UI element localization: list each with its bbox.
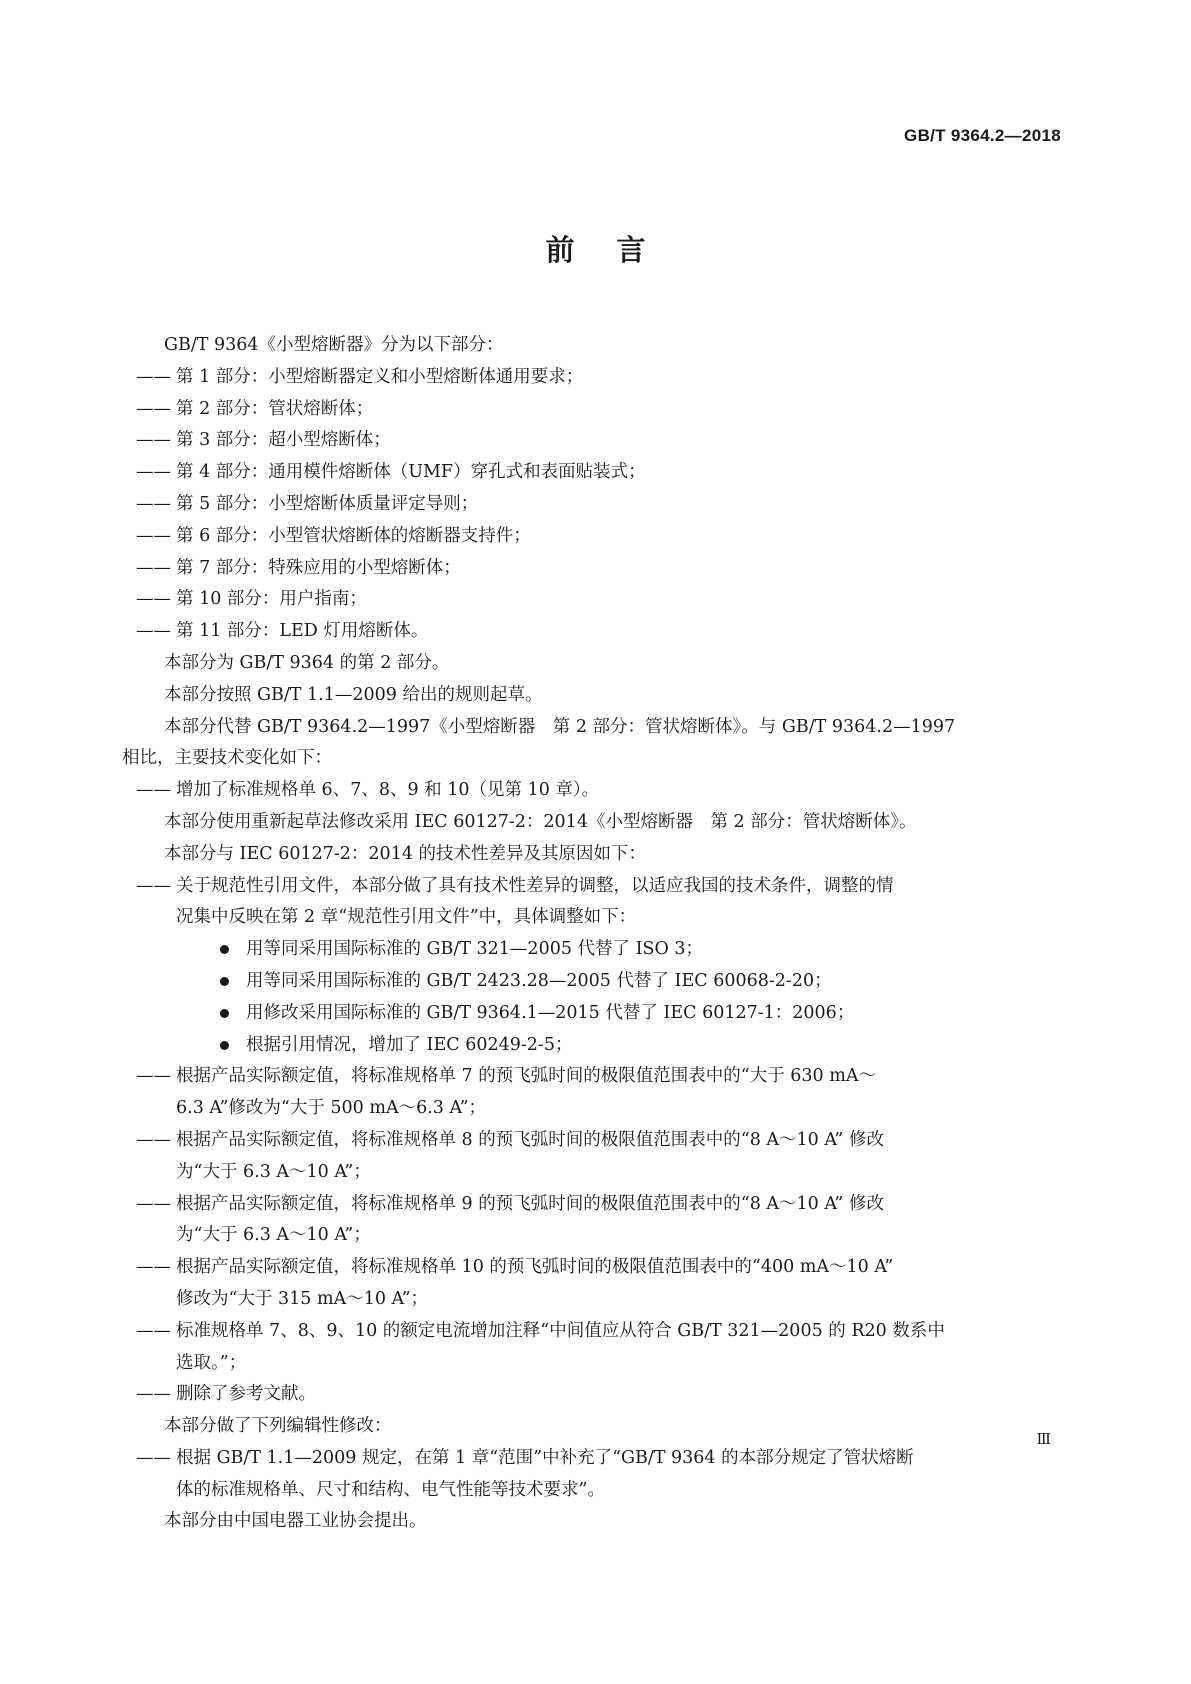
difference-item: —— 关于规范性引用文件，本部分做了具有技术性差异的调整，以适应我国的技术条件，调整的情 况集中反映在第 2 章“规范性引用文件”中，具体调整如下： [136, 875, 894, 928]
bullet-icon [216, 1030, 246, 1062]
document-number: GB/T 9364.2—2018 [904, 126, 1061, 145]
part-item: —— 第 6 部分：小型管状熔断体的熔断器支持件； [136, 525, 531, 546]
part-item: —— 第 11 部分：LED 灯用熔断体。 [136, 621, 429, 642]
page-title: 前言 [545, 233, 688, 267]
difference-item: —— 根据产品实际额定值，将标准规格单 9 的预飞弧时间的极限值范围表中的“8 A～10 A” 修改 为“大于 6.3 A～10 A”； [136, 1193, 884, 1246]
part-item: —— 第 5 部分：小型熔断体质量评定导则； [136, 493, 479, 514]
bullet-item: 用等同采用国际标准的 GB/T 2423.28—2005 代替了 IEC 60068-2-20； [176, 966, 1062, 998]
foreword-body [122, 330, 1062, 1538]
part-item: —— 第 7 部分：特殊应用的小型熔断体； [136, 557, 461, 578]
paragraph: 本部分按照 GB/T 1.1—2009 给出的规则起草。 [164, 684, 543, 705]
paragraph-intro: GB/T 9364《小型熔断器》分为以下部分： [164, 335, 504, 355]
bullet-icon [216, 998, 246, 1030]
paragraph: 本部分做了下列编辑性修改： [164, 1416, 392, 1437]
change-item: —— 增加了标准规格单 6、7、8、9 和 10（见第 10 章）。 [136, 780, 600, 801]
part-item: —— 第 1 部分：小型熔断器定义和小型熔断体通用要求； [136, 366, 584, 387]
part-item: —— 第 10 部分：用户指南； [136, 589, 367, 610]
paragraph: 本部分使用重新起草法修改采用 IEC 60127-2：2014《小型熔断器 第 2 部分：管状熔断体》。 [164, 811, 917, 832]
edit-item: —— 根据 GB/T 1.1—2009 规定，在第 1 章“范围”中补充了“GB/T 9364 的本部分规定了管状熔断 体的标准规格单、尺寸和结构、电气性能等技术要求”。 [136, 1447, 914, 1500]
paragraph: 本部分代替 GB/T 9364.2—1997《小型熔断器 第 2 部分：管状熔断体》。与 GB/T 9364.2—1997 [164, 716, 956, 737]
paragraph: 本部分与 IEC 60127-2：2014 的技术性差异及其原因如下： [164, 843, 647, 864]
bullet-item: 用等同采用国际标准的 GB/T 321—2005 代替了 ISO 3； [176, 934, 1062, 966]
bullet-icon [216, 934, 246, 966]
paragraph: 本部分由中国电器工业协会提出。 [164, 1511, 427, 1532]
part-item: —— 第 2 部分：管状熔断体； [136, 398, 374, 419]
bullet-icon [216, 966, 246, 998]
difference-item: —— 根据产品实际额定值，将标准规格单 8 的预飞弧时间的极限值范围表中的“8 A～10 A” 修改 为“大于 6.3 A～10 A”； [136, 1129, 884, 1182]
part-item: —— 第 3 部分：超小型熔断体； [136, 430, 391, 451]
difference-item: —— 删除了参考文献。 [136, 1384, 316, 1405]
difference-item: —— 根据产品实际额定值，将标准规格单 10 的预飞弧时间的极限值范围表中的“400 mA～10 A” 修改为“大于 315 mA～10 A”； [136, 1257, 894, 1309]
difference-item: —— 根据产品实际额定值，将标准规格单 7 的预飞弧时间的极限值范围表中的“大于 630 mA～ 6.3 A”修改为“大于 500 mA～6.3 A”； [136, 1066, 876, 1119]
paragraph: 本部分为 GB/T 9364 的第 2 部分。 [164, 652, 450, 673]
paragraph-continuation: 相比，主要技术变化如下： [122, 748, 332, 769]
part-item: —— 第 4 部分：通用模件熔断体（UMF）穿孔式和表面贴装式； [136, 462, 646, 483]
page-number: Ⅲ [1036, 1432, 1051, 1448]
bullet-item: 用修改采用国际标准的 GB/T 9364.1—2015 代替了 IEC 60127-1：2006； [176, 998, 1062, 1030]
difference-item: —— 标准规格单 7、8、9、10 的额定电流增加注释“中间值应从符合 GB/T 321—2005 的 R20 数系中 选取。”； [136, 1320, 945, 1373]
bullet-item: 根据引用情况，增加了 IEC 60249-2-5； [176, 1030, 1062, 1062]
